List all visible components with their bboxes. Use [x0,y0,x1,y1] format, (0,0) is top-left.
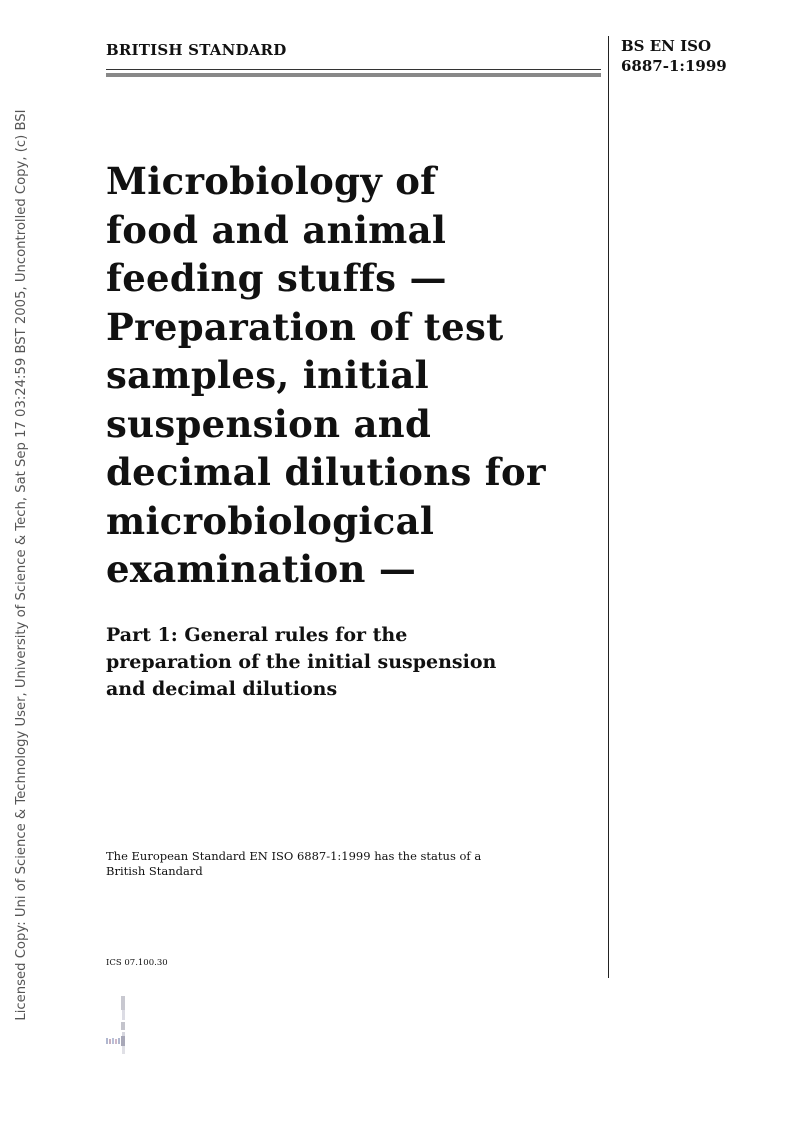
title-line: microbiological [106,498,435,543]
part-title-line: and decimal dilutions [106,678,338,700]
vertical-divider [608,36,609,978]
title-line: examination — [106,547,417,591]
title-line: Microbiology of [106,159,437,203]
ics-code: ICS 07.100.30 [106,958,168,968]
status-note-line: British Standard [106,864,203,878]
publisher-label: BRITISH STANDARD [106,41,287,59]
title-line: decimal dilutions for [106,450,546,494]
standard-number [621,36,727,76]
status-note [106,849,586,879]
barcode-graphic [106,996,126,1054]
title-line: feeding stuffs — [106,256,447,300]
title-line: food and animal [106,207,447,252]
title-line: suspension and [106,401,432,446]
license-watermark: Licensed Copy: Uni of Science & Technology User, University of Science & Tech, Sat Sep 17 03:24:59 BST 2005, Uncontrolled Copy, (c) BSI [14,109,29,1021]
document-title [106,157,586,594]
part-title-line: preparation of the initial suspension [106,651,497,673]
part-title-line: Part 1: General rules for the [106,624,408,646]
title-line: Preparation of test [106,304,504,349]
standard-number-line1: BS EN ISO [621,37,712,55]
part-title [106,622,596,703]
header-rule-thin [106,69,601,70]
header-rule-thick [106,73,601,77]
standard-number-line2: 6887-1:1999 [621,57,727,75]
title-line: samples, initial [106,353,430,397]
status-note-line: The European Standard EN ISO 6887-1:1999 has the status of a [106,849,482,863]
